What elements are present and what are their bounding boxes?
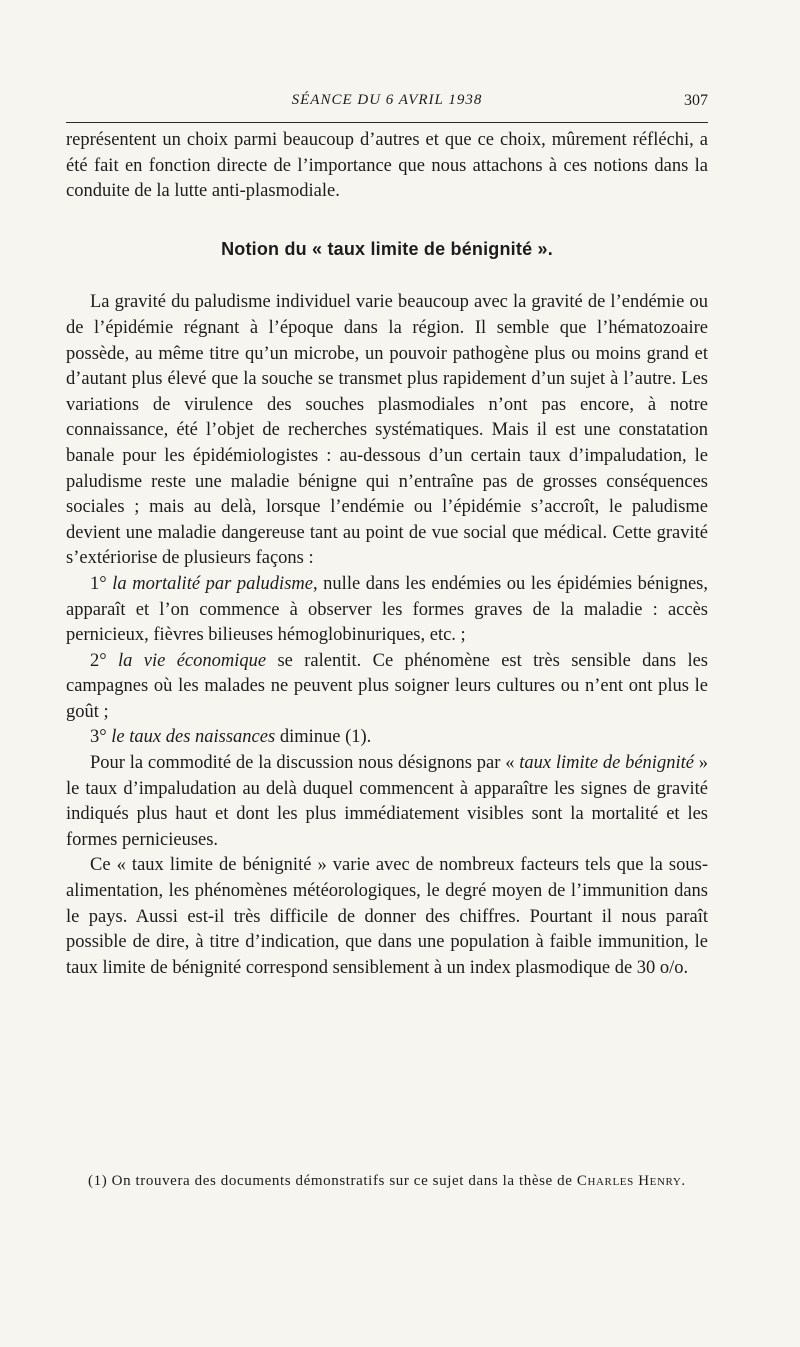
list-item-economy	[66, 649, 708, 726]
footnote	[66, 1170, 708, 1192]
list-number: 1°	[90, 573, 107, 594]
list-item-mortality	[66, 572, 708, 649]
paragraph-continuation: représentent un choix parmi beaucoup d’autres et que ce choix, mûrement réfléchi, a été fait en fonction directe de l’importance que nous attachons à ces notions dans la conduite de la lutte anti-plasmodiale.	[66, 130, 708, 202]
paragraph-gravity: La gravité du paludisme individuel varie beaucoup avec la gravité de l’endémie ou de l’épidémie régnant à l’époque dans la région. Il semble que l’hématozoaire possède, au même titre qu’un microbe, un pouvoir pathogène plus ou moins grand et d’autant plus élevé que la souche se transmet plus rapidement d’un sujet à l’autre. Les variations de virulence des souches plasmodiales n’ont pas encore, à notre connaissance, été l’objet de recherches systématiques. Mais il est une constatation banale pour les épidémiologistes : au-dessous d’un certain taux d’impaludation, le paludisme reste une maladie bénigne qui n’entraîne pas de grosses conséquences sociales ; mais au delà, lorsque l’endémie ou l’épidémie s’accroît, le paludisme devient une maladie dangereuse tant au point de vue social que médical. Cette gravité s’extériorise de plusieurs façons :	[66, 292, 708, 569]
paragraph-definition	[66, 751, 708, 853]
paragraph-threshold: Ce « taux limite de bénignité » varie avec de nombreux facteurs tels que la sous-alimentation, les phénomènes météorologiques, le degré moyen de l’immunition dans le pays. Aussi est-il très difficile de donner des chiffres. Pourtant il nous paraît possible de dire, à titre d’indication, que dans une population à faible immunition, le taux limite de bénignité correspond sensiblement à un index plasmodique de 30 o/o.	[66, 855, 708, 978]
running-title: SÉANCE DU 6 AVRIL 1938	[291, 92, 483, 108]
page-number: 307	[684, 92, 708, 109]
list-number: 2°	[90, 650, 107, 671]
header-rule	[66, 122, 708, 123]
paragraph-text: Pour la commodité de la discussion nous désignons par «	[90, 753, 520, 774]
emphasis-text: le taux des naissances	[111, 727, 276, 748]
list-number: 3°	[90, 727, 107, 748]
running-header	[66, 90, 708, 116]
list-item-text: se ralentit. Ce phénomène est très sensible dans les campagnes où les malades ne peuvent plus soigner leurs cultures ou n’ent ont plus le goût ;	[66, 650, 709, 722]
emphasis-text: taux limite de bénignité	[519, 753, 694, 774]
emphasis-text: la vie économique	[118, 650, 267, 671]
footnote-body: (1) On trouvera des documents démonstratifs sur ce sujet dans la thèse de	[88, 1173, 577, 1189]
list-item-births	[66, 725, 708, 751]
paragraph-text: » le taux d’impaludation au delà duquel commencent à apparaître les signes de gravité indiqués plus haut et dont les plus immédiatement visibles sont la mortalité et les formes pernicieuses.	[66, 753, 708, 850]
emphasis-text: la mortalité par paludisme	[112, 573, 313, 594]
footnote-author: Charles Henry.	[576, 1173, 686, 1189]
section-heading: Notion du « taux limite de bénignité ».	[221, 238, 553, 259]
body-text	[66, 128, 708, 981]
footnote-text	[66, 1170, 708, 1192]
list-item-text: diminue (1).	[275, 727, 372, 748]
list-item-text: , nulle dans les endémies ou les épidémies bénignes, apparaît et l’on commence à observer les formes graves de la maladie : accès pernicieux, fièvres bilieuses hémoglobinuriques, etc. ;	[66, 573, 708, 646]
